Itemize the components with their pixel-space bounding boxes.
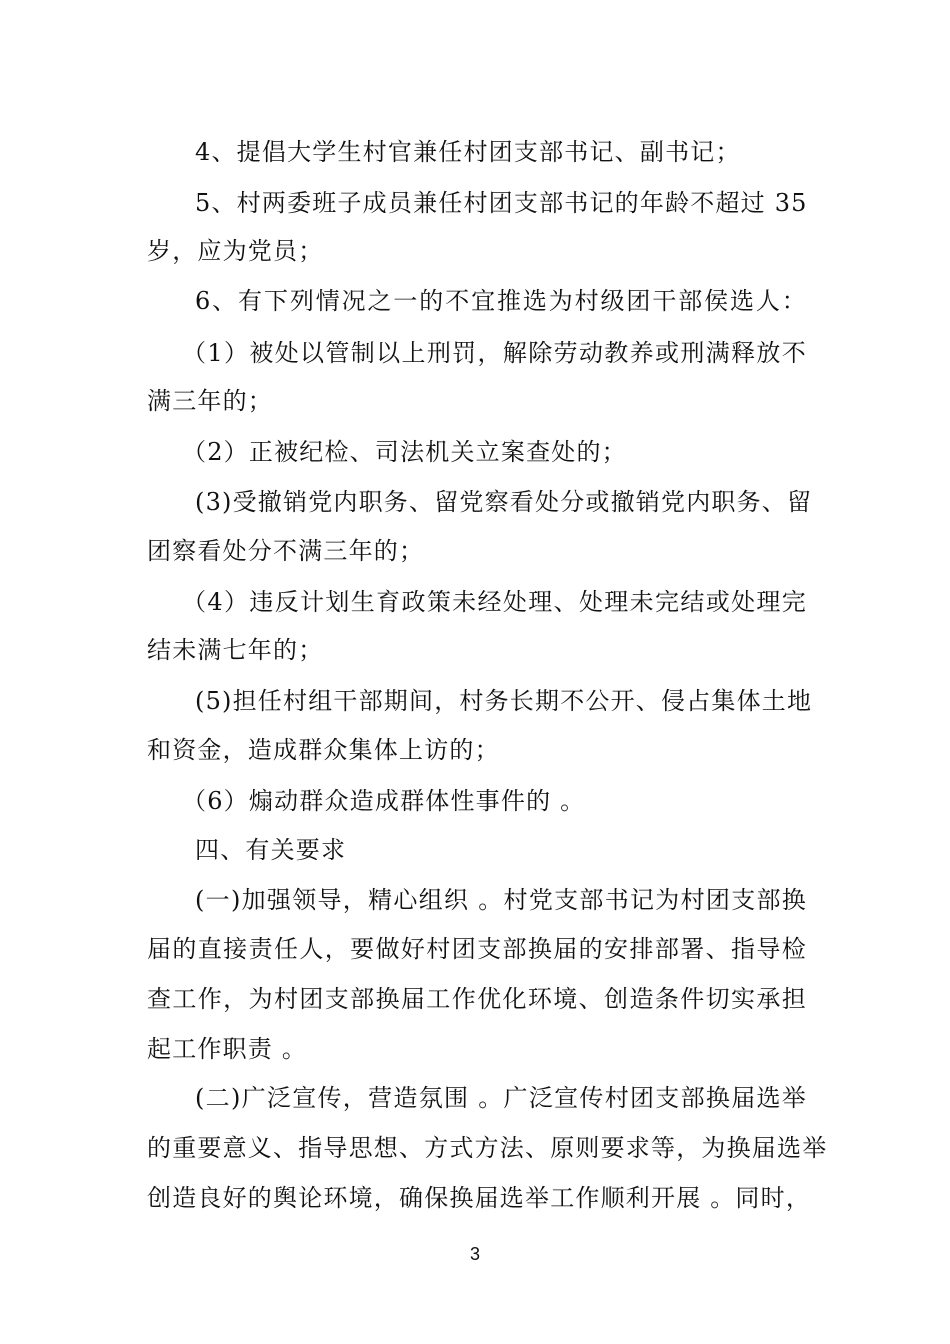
text-line-req-1-cont-3: 起工作职责 。 — [147, 1035, 308, 1063]
text-line-sub-6: （6）煽动群众造成群体性事件的 。 — [182, 787, 586, 815]
text-line-item-5-cont: 岁，应为党员； — [147, 237, 324, 265]
text-line-sub-4: （4）违反计划生育政策未经处理、处理未完结或处理完 — [182, 588, 807, 616]
section-heading-requirements: 四、有关要求 — [195, 836, 347, 864]
text-line-sub-2: （2）正被纪检、司法机关立案查处的； — [182, 438, 627, 466]
text-line-sub-3-cont: 团察看处分不满三年的； — [147, 537, 425, 565]
text-line-sub-3: (3)受撤销党内职务、留党察看处分或撤销党内职务、留 — [195, 488, 813, 516]
page-number: 3 — [469, 1244, 480, 1264]
text-line-req-2-cont-2: 创造良好的舆论环境，确保换届选举工作顺利开展 。同时， — [147, 1184, 812, 1212]
text-line-item-6: 6、有下列情况之一的不宜推选为村级团干部侯选人： — [195, 287, 807, 315]
text-line-req-1-cont-1: 届的直接责任人，要做好村团支部换届的安排部署、指导检 — [147, 935, 807, 963]
text-line-sub-4-cont: 结未满七年的； — [147, 636, 324, 664]
text-line-sub-1-cont: 满三年的； — [147, 387, 273, 415]
text-line-item-5: 5、村两委班子成员兼任村团支部书记的年龄不超过 35 — [195, 189, 808, 217]
text-line-item-4: 4、提倡大学生村官兼任村团支部书记、副书记； — [195, 138, 741, 166]
text-line-req-1: (一)加强领导，精心组织 。村党支部书记为村团支部换 — [195, 886, 807, 914]
text-line-sub-1: （1）被处以管制以上刑罚，解除劳动教养或刑满释放不 — [182, 339, 807, 367]
text-line-req-2: (二)广泛宣传，营造氛围 。广泛宣传村团支部换届选举 — [195, 1084, 807, 1112]
text-line-sub-5-cont: 和资金，造成群众集体上访的； — [147, 736, 500, 764]
text-line-req-1-cont-2: 查工作，为村团支部换届工作优化环境、创造条件切实承担 — [147, 985, 807, 1013]
text-line-req-2-cont-1: 的重要意义、指导思想、方式方法、原则要求等，为换届选举 — [147, 1134, 828, 1162]
text-line-sub-5: (5)担任村组干部期间，村务长期不公开、侵占集体土地 — [195, 687, 813, 715]
